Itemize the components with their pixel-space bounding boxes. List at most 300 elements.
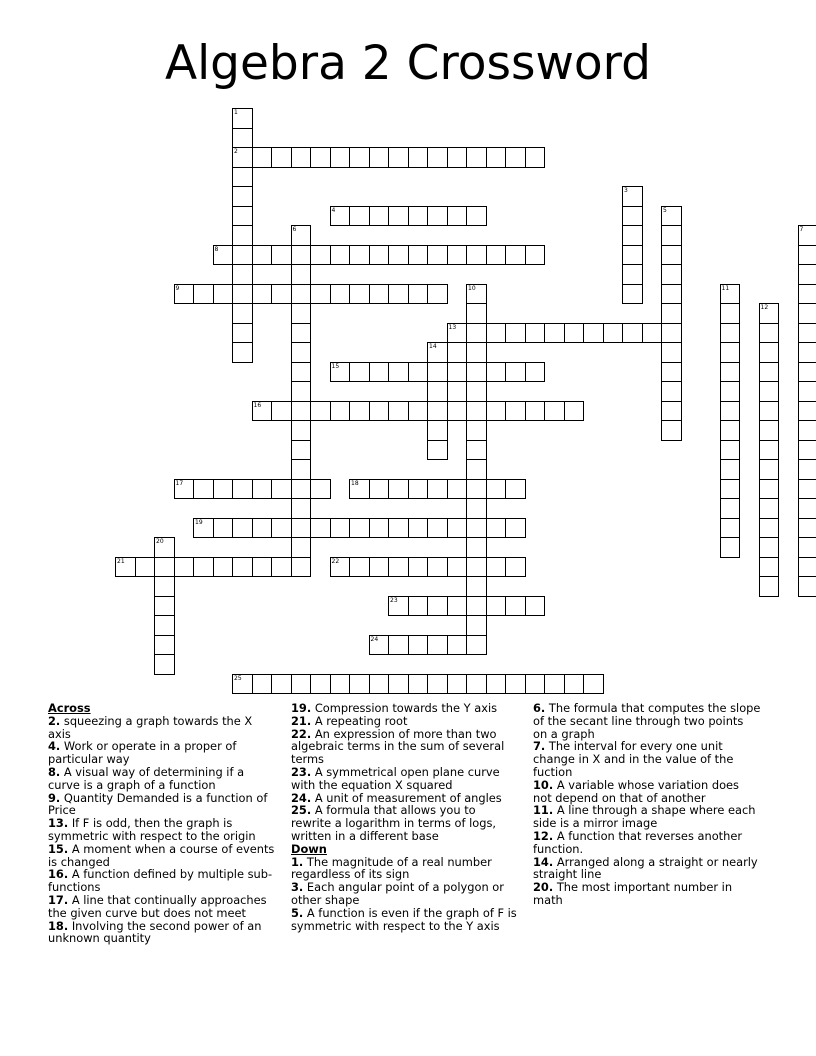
grid-cell[interactable] [466, 557, 487, 578]
grid-cell[interactable] [447, 674, 468, 695]
grid-cell[interactable] [505, 323, 526, 344]
grid-cell[interactable] [759, 498, 780, 519]
grid-cell[interactable] [661, 284, 682, 305]
grid-cell[interactable] [525, 596, 546, 617]
grid-cell[interactable] [720, 537, 741, 558]
grid-cell[interactable] [310, 674, 331, 695]
grid-cell[interactable] [369, 206, 390, 227]
grid-cell[interactable] [193, 479, 214, 500]
grid-cell[interactable] [661, 381, 682, 402]
grid-cell[interactable] [310, 479, 331, 500]
grid-cell[interactable] [369, 362, 390, 383]
grid-cell[interactable] [427, 674, 448, 695]
grid-cell[interactable] [174, 479, 195, 500]
grid-cell[interactable] [349, 362, 370, 383]
grid-cell[interactable] [252, 284, 273, 305]
grid-cell[interactable] [291, 537, 312, 558]
grid-cell[interactable] [427, 557, 448, 578]
grid-cell[interactable] [759, 537, 780, 558]
grid-cell[interactable] [447, 635, 468, 656]
grid-cell[interactable] [291, 518, 312, 539]
grid-cell[interactable] [291, 674, 312, 695]
grid-cell[interactable] [369, 401, 390, 422]
grid-cell[interactable] [466, 401, 487, 422]
grid-cell[interactable] [661, 323, 682, 344]
grid-cell[interactable] [349, 284, 370, 305]
cell-number: 21 [117, 557, 125, 565]
grid-cell[interactable] [798, 225, 816, 246]
grid-cell[interactable] [622, 206, 643, 227]
grid-cell[interactable] [505, 518, 526, 539]
grid-cell[interactable] [544, 674, 565, 695]
grid-cell[interactable] [232, 303, 253, 324]
grid-cell[interactable] [388, 557, 409, 578]
grid-cell[interactable] [388, 362, 409, 383]
grid-cell[interactable] [544, 323, 565, 344]
grid-cell[interactable] [369, 635, 390, 656]
grid-cell[interactable] [759, 323, 780, 344]
grid-cell[interactable] [232, 186, 253, 207]
grid-cell[interactable] [759, 342, 780, 363]
grid-cell[interactable] [291, 381, 312, 402]
grid-cell[interactable] [798, 537, 816, 558]
grid-cell[interactable] [408, 284, 429, 305]
grid-cell[interactable] [798, 557, 816, 578]
grid-cell[interactable] [759, 401, 780, 422]
grid-cell[interactable] [466, 635, 487, 656]
grid-cell[interactable] [486, 674, 507, 695]
grid-cell[interactable] [525, 323, 546, 344]
grid-cell[interactable] [486, 479, 507, 500]
grid-cell[interactable] [330, 518, 351, 539]
grid-cell[interactable] [759, 381, 780, 402]
grid-cell[interactable] [252, 674, 273, 695]
grid-cell[interactable] [447, 518, 468, 539]
grid-cell[interactable] [349, 245, 370, 266]
grid-cell[interactable] [271, 674, 292, 695]
grid-cell[interactable] [369, 674, 390, 695]
grid-cell[interactable] [388, 401, 409, 422]
grid-cell[interactable] [135, 557, 156, 578]
grid-cell[interactable] [661, 342, 682, 363]
grid-cell[interactable] [798, 479, 816, 500]
grid-cell[interactable] [486, 323, 507, 344]
grid-cell[interactable] [466, 362, 487, 383]
grid-cell[interactable] [408, 362, 429, 383]
grid-cell[interactable] [388, 635, 409, 656]
grid-cell[interactable] [115, 557, 136, 578]
grid-cell[interactable] [369, 284, 390, 305]
grid-cell[interactable] [447, 206, 468, 227]
grid-cell[interactable] [798, 576, 816, 597]
grid-cell[interactable] [505, 245, 526, 266]
grid-cell[interactable] [759, 303, 780, 324]
grid-cell[interactable] [310, 245, 331, 266]
grid-cell[interactable] [661, 206, 682, 227]
grid-cell[interactable] [466, 498, 487, 519]
grid-cell[interactable] [525, 245, 546, 266]
grid-cell[interactable] [486, 401, 507, 422]
clue-number: 24. [291, 790, 312, 805]
grid-cell[interactable] [622, 264, 643, 285]
grid-cell[interactable] [408, 518, 429, 539]
grid-cell[interactable] [232, 167, 253, 188]
grid-cell[interactable] [525, 147, 546, 168]
grid-cell[interactable] [759, 420, 780, 441]
grid-cell[interactable] [232, 323, 253, 344]
grid-cell[interactable] [486, 518, 507, 539]
grid-cell[interactable] [388, 206, 409, 227]
grid-cell[interactable] [252, 245, 273, 266]
grid-cell[interactable] [232, 557, 253, 578]
clue-text: A variable whose variation does not depend on that of another [533, 777, 739, 805]
grid-cell[interactable] [291, 264, 312, 285]
grid-cell[interactable] [408, 596, 429, 617]
grid-cell[interactable] [408, 206, 429, 227]
grid-cell[interactable] [388, 147, 409, 168]
grid-cell[interactable] [349, 479, 370, 500]
grid-cell[interactable] [232, 245, 253, 266]
grid-cell[interactable] [427, 420, 448, 441]
grid-cell[interactable] [583, 674, 604, 695]
grid-cell[interactable] [447, 147, 468, 168]
grid-cell[interactable] [388, 284, 409, 305]
grid-cell[interactable] [408, 674, 429, 695]
grid-cell[interactable] [232, 147, 253, 168]
grid-cell[interactable] [252, 557, 273, 578]
grid-cell[interactable] [759, 459, 780, 480]
grid-cell[interactable] [174, 284, 195, 305]
grid-cell[interactable] [661, 362, 682, 383]
grid-cell[interactable] [213, 479, 234, 500]
grid-cell[interactable] [291, 557, 312, 578]
grid-cell[interactable] [466, 303, 487, 324]
grid-cell[interactable] [427, 479, 448, 500]
grid-cell[interactable] [193, 518, 214, 539]
grid-cell[interactable] [232, 264, 253, 285]
clue-text: The magnitude of a real number regardless of its sign [291, 854, 492, 882]
grid-cell[interactable] [720, 440, 741, 461]
grid-cell[interactable] [661, 245, 682, 266]
grid-cell[interactable] [622, 186, 643, 207]
grid-cell[interactable] [291, 440, 312, 461]
grid-cell[interactable] [720, 362, 741, 383]
grid-cell[interactable] [466, 615, 487, 636]
grid-cell[interactable] [759, 362, 780, 383]
grid-cell[interactable] [154, 576, 175, 597]
grid-cell[interactable] [271, 479, 292, 500]
grid-cell[interactable] [720, 401, 741, 422]
grid-cell[interactable] [310, 518, 331, 539]
grid-cell[interactable] [798, 303, 816, 324]
grid-cell[interactable] [271, 518, 292, 539]
grid-cell[interactable] [798, 420, 816, 441]
grid-cell[interactable] [720, 323, 741, 344]
grid-cell[interactable] [798, 459, 816, 480]
grid-cell[interactable] [330, 401, 351, 422]
grid-cell[interactable] [466, 206, 487, 227]
grid-cell[interactable] [720, 479, 741, 500]
grid-cell[interactable] [310, 401, 331, 422]
grid-cell[interactable] [349, 147, 370, 168]
grid-cell[interactable] [232, 206, 253, 227]
grid-cell[interactable] [759, 557, 780, 578]
grid-cell[interactable] [466, 576, 487, 597]
grid-cell[interactable] [232, 128, 253, 149]
grid-cell[interactable] [661, 303, 682, 324]
grid-cell[interactable] [310, 147, 331, 168]
grid-cell[interactable] [564, 323, 585, 344]
grid-cell[interactable] [369, 518, 390, 539]
grid-cell[interactable] [661, 420, 682, 441]
grid-cell[interactable] [369, 147, 390, 168]
grid-cell[interactable] [232, 108, 253, 129]
grid-cell[interactable] [466, 479, 487, 500]
grid-cell[interactable] [798, 323, 816, 344]
grid-cell[interactable] [388, 518, 409, 539]
grid-cell[interactable] [271, 557, 292, 578]
grid-cell[interactable] [447, 323, 468, 344]
grid-cell[interactable] [720, 342, 741, 363]
grid-cell[interactable] [427, 147, 448, 168]
grid-cell[interactable] [330, 674, 351, 695]
grid-cell[interactable] [291, 401, 312, 422]
grid-cell[interactable] [291, 420, 312, 441]
grid-cell[interactable] [408, 635, 429, 656]
grid-cell[interactable] [544, 401, 565, 422]
grid-cell[interactable] [466, 284, 487, 305]
grid-cell[interactable] [154, 654, 175, 675]
grid-cell[interactable] [408, 245, 429, 266]
grid-cell[interactable] [486, 147, 507, 168]
grid-cell[interactable] [525, 674, 546, 695]
grid-cell[interactable] [447, 362, 468, 383]
grid-cell[interactable] [486, 245, 507, 266]
grid-cell[interactable] [447, 245, 468, 266]
grid-cell[interactable] [720, 303, 741, 324]
grid-cell[interactable] [466, 440, 487, 461]
grid-cell[interactable] [330, 362, 351, 383]
grid-cell[interactable] [798, 342, 816, 363]
grid-cell[interactable] [564, 401, 585, 422]
grid-cell[interactable] [720, 381, 741, 402]
grid-cell[interactable] [505, 596, 526, 617]
grid-cell[interactable] [330, 147, 351, 168]
grid-cell[interactable] [466, 342, 487, 363]
grid-cell[interactable] [798, 264, 816, 285]
grid-cell[interactable] [291, 459, 312, 480]
grid-cell[interactable] [798, 381, 816, 402]
grid-cell[interactable] [798, 440, 816, 461]
grid-cell[interactable] [291, 342, 312, 363]
grid-cell[interactable] [798, 401, 816, 422]
grid-cell[interactable] [525, 401, 546, 422]
grid-cell[interactable] [232, 479, 253, 500]
grid-cell[interactable] [252, 147, 273, 168]
grid-cell[interactable] [622, 225, 643, 246]
grid-cell[interactable] [622, 323, 643, 344]
grid-cell[interactable] [291, 479, 312, 500]
grid-cell[interactable] [622, 245, 643, 266]
grid-cell[interactable] [798, 284, 816, 305]
grid-cell[interactable] [369, 245, 390, 266]
grid-cell[interactable] [213, 557, 234, 578]
grid-cell[interactable] [759, 518, 780, 539]
grid-cell[interactable] [271, 245, 292, 266]
grid-cell[interactable] [388, 674, 409, 695]
grid-cell[interactable] [232, 518, 253, 539]
grid-cell[interactable] [661, 225, 682, 246]
grid-cell[interactable] [252, 401, 273, 422]
grid-cell[interactable] [486, 596, 507, 617]
grid-cell[interactable] [798, 518, 816, 539]
grid-cell[interactable] [720, 498, 741, 519]
grid-cell[interactable] [252, 518, 273, 539]
grid-cell[interactable] [603, 323, 624, 344]
grid-cell[interactable] [505, 362, 526, 383]
grid-cell[interactable] [388, 479, 409, 500]
grid-cell[interactable] [291, 245, 312, 266]
grid-cell[interactable] [798, 498, 816, 519]
grid-cell[interactable] [798, 362, 816, 383]
grid-cell[interactable] [466, 518, 487, 539]
grid-cell[interactable] [408, 479, 429, 500]
grid-cell[interactable] [447, 557, 468, 578]
grid-cell[interactable] [349, 557, 370, 578]
clue-across [48, 894, 276, 920]
clue-text: A function defined by multiple sub-functions [48, 867, 273, 895]
grid-cell[interactable] [466, 537, 487, 558]
grid-cell[interactable] [291, 498, 312, 519]
grid-cell[interactable] [466, 674, 487, 695]
grid-cell[interactable] [427, 518, 448, 539]
grid-cell[interactable] [232, 342, 253, 363]
cell-number: 13 [448, 323, 457, 331]
grid-cell[interactable] [427, 362, 448, 383]
grid-cell[interactable] [330, 557, 351, 578]
grid-cell[interactable] [291, 362, 312, 383]
grid-cell[interactable] [232, 674, 253, 695]
grid-cell[interactable] [349, 518, 370, 539]
grid-cell[interactable] [642, 323, 663, 344]
grid-cell[interactable] [408, 147, 429, 168]
grid-cell[interactable] [369, 479, 390, 500]
grid-cell[interactable] [271, 401, 292, 422]
clue-number: 16. [48, 867, 69, 882]
grid-cell[interactable] [291, 284, 312, 305]
grid-cell[interactable] [505, 401, 526, 422]
grid-cell[interactable] [310, 284, 331, 305]
grid-cell[interactable] [291, 225, 312, 246]
grid-cell[interactable] [427, 206, 448, 227]
grid-cell[interactable] [408, 401, 429, 422]
grid-cell[interactable] [193, 557, 214, 578]
grid-cell[interactable] [291, 303, 312, 324]
grid-cell[interactable] [427, 440, 448, 461]
grid-cell[interactable] [759, 576, 780, 597]
grid-cell[interactable] [427, 381, 448, 402]
grid-cell[interactable] [154, 596, 175, 617]
grid-cell[interactable] [213, 245, 234, 266]
clue-text: A moment when a course of events is changed [48, 841, 275, 869]
grid-cell[interactable] [330, 206, 351, 227]
grid-cell[interactable] [583, 323, 604, 344]
grid-cell[interactable] [466, 420, 487, 441]
grid-cell[interactable] [505, 147, 526, 168]
grid-cell[interactable] [154, 557, 175, 578]
grid-cell[interactable] [213, 284, 234, 305]
grid-cell[interactable] [408, 557, 429, 578]
grid-cell[interactable] [232, 225, 253, 246]
grid-cell[interactable] [466, 381, 487, 402]
grid-cell[interactable] [720, 518, 741, 539]
cell-number: 12 [760, 304, 769, 311]
grid-cell[interactable] [466, 147, 487, 168]
grid-cell[interactable] [349, 674, 370, 695]
grid-cell[interactable] [466, 245, 487, 266]
grid-cell[interactable] [720, 420, 741, 441]
grid-cell[interactable] [154, 537, 175, 558]
grid-cell[interactable] [252, 479, 273, 500]
grid-cell[interactable] [232, 284, 253, 305]
grid-cell[interactable] [154, 635, 175, 656]
grid-cell[interactable] [759, 440, 780, 461]
grid-cell[interactable] [505, 557, 526, 578]
grid-cell[interactable] [466, 323, 487, 344]
grid-cell[interactable] [505, 479, 526, 500]
grid-cell[interactable] [291, 147, 312, 168]
grid-cell[interactable] [447, 596, 468, 617]
grid-cell[interactable] [427, 245, 448, 266]
grid-cell[interactable] [505, 674, 526, 695]
grid-cell[interactable] [427, 635, 448, 656]
grid-cell[interactable] [466, 596, 487, 617]
grid-cell[interactable] [525, 362, 546, 383]
grid-cell[interactable] [427, 342, 448, 363]
grid-cell[interactable] [720, 284, 741, 305]
grid-cell[interactable] [271, 147, 292, 168]
grid-cell[interactable] [330, 284, 351, 305]
grid-cell[interactable] [622, 284, 643, 305]
grid-cell[interactable] [759, 479, 780, 500]
grid-cell[interactable] [291, 323, 312, 344]
grid-cell[interactable] [466, 459, 487, 480]
grid-cell[interactable] [330, 245, 351, 266]
grid-cell[interactable] [447, 401, 468, 422]
grid-cell[interactable] [271, 284, 292, 305]
grid-cell[interactable] [213, 518, 234, 539]
grid-cell[interactable] [349, 206, 370, 227]
grid-cell[interactable] [720, 459, 741, 480]
grid-cell[interactable] [349, 401, 370, 422]
grid-cell[interactable] [174, 557, 195, 578]
grid-cell[interactable] [427, 284, 448, 305]
grid-cell[interactable] [369, 557, 390, 578]
grid-cell[interactable] [447, 479, 468, 500]
grid-cell[interactable] [661, 401, 682, 422]
grid-cell[interactable] [661, 264, 682, 285]
grid-cell[interactable] [564, 674, 585, 695]
grid-cell[interactable] [388, 245, 409, 266]
grid-cell[interactable] [486, 557, 507, 578]
grid-cell[interactable] [486, 362, 507, 383]
grid-cell[interactable] [798, 245, 816, 266]
grid-cell[interactable] [427, 596, 448, 617]
grid-cell[interactable] [154, 615, 175, 636]
grid-cell[interactable] [388, 596, 409, 617]
grid-cell[interactable] [427, 401, 448, 422]
grid-cell[interactable] [193, 284, 214, 305]
